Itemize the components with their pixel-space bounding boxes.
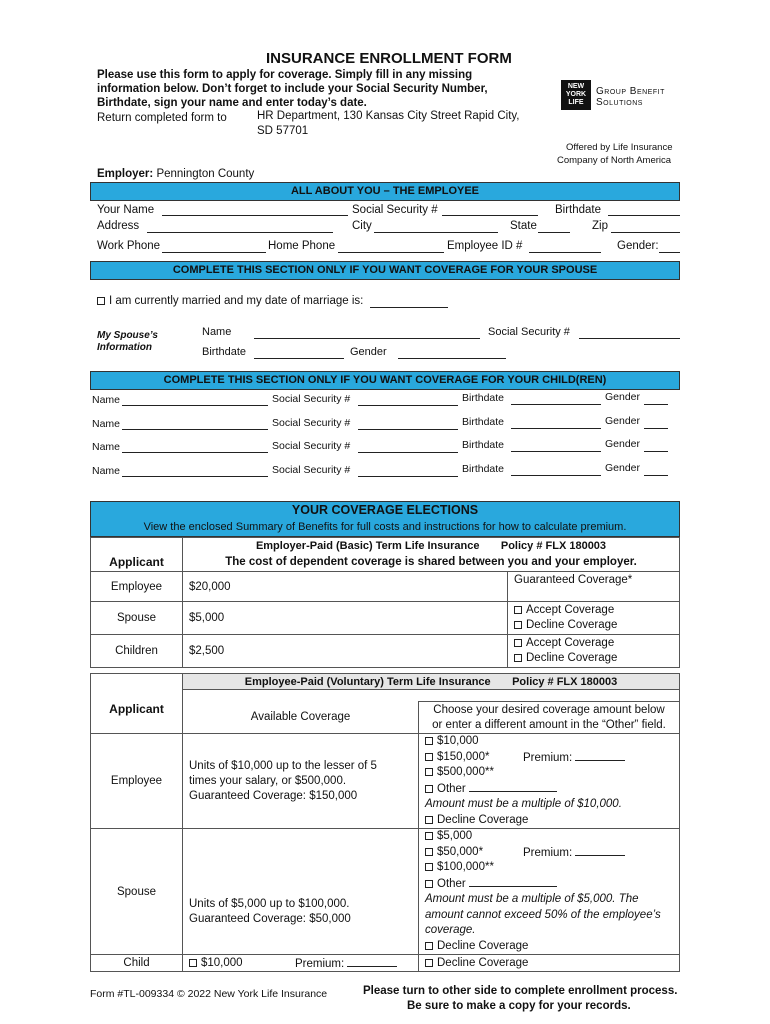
child-1-name-label: Name [92,394,121,406]
checkbox-icon[interactable] [189,959,197,967]
vol-emp-other[interactable] [425,781,673,798]
child-3-ssn-label: Social Security # [272,440,351,452]
vol-spouse-desc [183,829,419,955]
checkbox-icon[interactable] [425,832,433,840]
basic-policy: Policy # FLX 180003 [500,539,607,552]
footer-note-2: Be sure to make a copy for your records. [407,1000,631,1012]
child-4-name-label: Name [92,465,121,477]
voluntary-coverage-table [90,673,680,972]
child-1-name-field[interactable] [122,395,268,406]
accept-label: Accept Coverage [526,604,615,616]
vol-policy: Policy # FLX 180003 [512,675,618,688]
logo-mark: NEW YORK LIFE [565,83,587,106]
home-phone-label: Home Phone [268,240,336,252]
employee-gender-label: Gender: [617,240,659,252]
child-2-gender-label: Gender [605,415,641,427]
spouse-ssn-label: Social Security # [488,326,570,338]
checkbox-icon[interactable] [425,959,433,967]
child-3-gender-field[interactable] [644,441,668,452]
option-label: $100,000** [437,861,494,873]
checkbox-icon[interactable] [425,942,433,950]
form-number: Form #TL-009334 © 2022 New York Life Insurance [90,988,328,1000]
offered-by-1: Offered by Life Insurance [566,142,673,153]
state-field[interactable] [538,222,570,233]
decline-label: Decline Coverage [437,957,529,969]
checkbox-icon[interactable] [514,654,522,662]
intro-line-3: Birthdate, sign your name and enter today’s date. [97,97,367,109]
option-label: $500,000** [437,766,494,778]
basic-applicant-header: Applicant [91,554,183,572]
married-checkbox[interactable] [97,297,105,305]
child-3-name-label: Name [92,441,121,453]
vol-child-decline[interactable] [419,955,680,972]
child-1-gender-label: Gender [605,391,641,403]
checkbox-icon[interactable] [514,606,522,614]
checkbox-icon[interactable] [425,785,433,793]
child-4-name-field[interactable] [122,466,268,477]
vol-emp-opt-1[interactable] [425,734,673,750]
spouse-info-label-1: My Spouse’s [97,330,158,341]
premium-label: Premium: [523,752,573,764]
decline-label: Decline Coverage [526,619,618,631]
marriage-date-field[interactable] [370,297,448,308]
intro-line-2: information below. Don’t forget to include your Social Security Number, [97,83,488,95]
child-3-ssn-field[interactable] [358,442,458,453]
married-checkbox-row[interactable] [97,295,363,307]
other-label: Other [437,877,466,890]
child-4-gender-label: Gender [605,462,641,474]
your-name-label: Your Name [97,204,155,216]
zip-label: Zip [592,220,608,232]
basic-coverage-table [90,537,680,668]
vol-sp-other[interactable] [425,876,673,893]
child-1-birthdate-label: Birthdate [462,392,505,404]
logo-line-2: Solutions [596,97,643,108]
elections-title: YOUR COVERAGE ELECTIONS [291,503,479,517]
basic-guaranteed-label: Guaranteed Coverage* [508,572,680,602]
child-2-birthdate-label: Birthdate [462,416,505,428]
basic-note: The cost of dependent coverage is shared between you and your employer. [183,554,680,572]
checkbox-icon[interactable] [425,848,433,856]
vol-spacer [183,690,680,702]
child-2-ssn-label: Social Security # [272,417,351,429]
basic-children-amount: $2,500 [183,635,508,668]
vol-spouse-desc-1: Units of $5,000 up to $100,000. [189,897,350,910]
employee-gender-field[interactable] [659,242,680,253]
basic-children-label: Children [91,635,183,668]
basic-children-decline[interactable] [514,651,673,666]
child-4-birthdate-field[interactable] [511,465,601,476]
employee-id-label: Employee ID # [447,240,523,252]
vol-child-opt[interactable] [189,957,243,969]
vol-sp-opt-3[interactable] [425,860,673,876]
spouse-section-header: COMPLETE THIS SECTION ONLY IF YOU WANT COVERAGE FOR YOUR SPOUSE [90,261,680,280]
checkbox-icon[interactable] [514,621,522,629]
vol-choose-line-2: or enter a different amount in the “Other” field. [432,718,666,731]
intro-line-1: Please use this form to apply for coverage. Simply fill in any missing [97,69,473,81]
spouse-info-label-2: Information [97,342,152,353]
return-address-2: SD 57701 [257,125,309,137]
vol-choose-header [419,702,680,734]
vol-available-header: Available Coverage [183,702,419,734]
option-label: $10,000 [437,735,479,747]
employee-ssn-label: Social Security # [352,204,438,216]
employee-birthdate-field[interactable] [608,205,680,216]
spouse-gender-field[interactable] [398,348,506,359]
basic-children-options [508,635,680,668]
option-label: $150,000* [437,750,490,763]
vol-child-option-cell [183,955,419,972]
child-1-gender-field[interactable] [644,394,668,405]
vol-emp-decline[interactable] [425,813,673,829]
employee-birthdate-label: Birthdate [555,204,602,216]
decline-label: Decline Coverage [437,939,529,952]
work-phone-field[interactable] [162,242,266,253]
vol-empty-cell [91,674,183,690]
checkbox-icon[interactable] [514,639,522,647]
vol-sp-note-2: amount cannot exceed 50% of the employee’s [425,908,661,921]
vol-employee-desc-1: Units of $10,000 up to the lesser of 5 [189,759,377,772]
spouse-name-label: Name [202,326,232,338]
vol-spouse-desc-2: Guaranteed Coverage: $50,000 [189,912,351,925]
elections-subtitle: View the enclosed Summary of Benefits for full costs and instructions for how to calculate premium. [143,521,627,533]
checkbox-icon[interactable] [425,816,433,824]
basic-spouse-amount: $5,000 [183,602,508,635]
child-2-name-field[interactable] [122,419,268,430]
vol-emp-note: Amount must be a multiple of $10,000. [425,798,622,810]
basic-employee-amount: $20,000 [183,572,508,602]
logo-line-1: Group Benefit [596,86,665,97]
decline-label: Decline Coverage [437,813,529,826]
vol-spouse-options [419,829,680,955]
spouse-name-field[interactable] [254,328,480,339]
address-label: Address [97,220,140,232]
child-3-birthdate-label: Birthdate [462,439,505,451]
child-4-birthdate-label: Birthdate [462,463,505,475]
employer-label: Employer: [97,168,154,180]
employer [97,168,254,180]
page-title: INSURANCE ENROLLMENT FORM [266,50,512,67]
checkbox-icon[interactable] [425,737,433,745]
basic-empty-cell [91,538,183,554]
return-label: Return completed form to [97,112,227,124]
other-label: Other [437,782,466,795]
children-rows [0,390,770,485]
basic-children-accept[interactable] [514,636,673,651]
vol-employee-options [419,734,680,829]
employee-ssn-field[interactable] [442,205,538,216]
vol-employee-desc [183,734,419,829]
premium-field[interactable] [575,750,625,761]
vol-title: Employee-Paid (Voluntary) Term Life Insurance [244,675,491,688]
employer-value: Pennington County [156,168,255,180]
spouse-birthdate-label: Birthdate [202,346,247,358]
child-4-ssn-label: Social Security # [272,464,351,476]
accept-label: Accept Coverage [526,637,615,649]
premium-field[interactable] [347,956,397,967]
married-label: I am currently married and my date of marriage is: [109,295,364,307]
child-4-ssn-field[interactable] [358,466,458,477]
vol-choose-line-1: Choose your desired coverage amount below [433,703,665,716]
child-3-birthdate-field[interactable] [511,441,601,452]
option-label: $50,000* [437,845,484,858]
basic-employee-label: Employee [91,572,183,602]
child-1-ssn-field[interactable] [358,395,458,406]
checkbox-icon[interactable] [425,880,433,888]
vol-sp-note-3: coverage. [425,924,476,936]
your-name-field[interactable] [162,205,348,216]
premium-label: Premium: [523,847,573,859]
child-1-ssn-label: Social Security # [272,393,351,405]
other-amount-field[interactable] [469,876,557,887]
work-phone-label: Work Phone [97,240,161,252]
footer-note-1: Please turn to other side to complete enrollment process. [363,985,678,997]
spouse-birthdate-field[interactable] [254,348,344,359]
child-2-gender-field[interactable] [644,418,668,429]
vol-sp-premium [523,845,625,862]
vol-emp-premium [523,750,625,767]
child-3-name-field[interactable] [122,442,268,453]
premium-field[interactable] [575,845,625,856]
spouse-ssn-field[interactable] [579,328,680,339]
vol-sp-opt-1[interactable] [425,829,673,845]
employee-section-header: ALL ABOUT YOU – THE EMPLOYEE [90,182,680,201]
child-1-birthdate-field[interactable] [511,394,601,405]
child-2-name-label: Name [92,418,121,430]
basic-title: Employer-Paid (Basic) Term Life Insurance [255,539,480,552]
basic-spouse-label: Spouse [91,602,183,635]
option-label: $5,000 [437,830,473,842]
elections-header [90,501,680,537]
option-label: $10,000 [201,957,243,969]
address-field[interactable] [147,222,333,233]
vol-employee-desc-3: Guaranteed Coverage: $150,000 [189,789,358,802]
offered-by-2: Company of North America [557,155,672,166]
checkbox-icon[interactable] [425,863,433,871]
home-phone-field[interactable] [338,242,444,253]
basic-spouse-accept[interactable] [514,603,673,618]
checkbox-icon[interactable] [425,753,433,761]
state-label: State [510,220,537,232]
child-2-ssn-field[interactable] [358,419,458,430]
vol-employee-desc-2: times your salary, or $500,000. [189,774,347,787]
vol-spouse-label: Spouse [91,829,183,955]
vol-employee-label: Employee [91,734,183,829]
basic-title-cell [183,538,680,554]
vol-title-cell [183,674,680,690]
child-3-gender-label: Gender [605,438,641,450]
child-2-birthdate-field[interactable] [511,418,601,429]
spouse-gender-label: Gender [350,346,387,358]
checkbox-icon[interactable] [425,768,433,776]
city-label: City [352,220,372,232]
other-amount-field[interactable] [469,781,557,792]
employee-id-field[interactable] [529,242,601,253]
basic-spouse-decline[interactable] [514,618,673,633]
vol-emp-opt-3[interactable] [425,765,673,781]
vol-sp-note-1: Amount must be a multiple of $5,000. The [425,893,639,905]
premium-label: Premium: [295,958,345,970]
return-address-1: HR Department, 130 Kansas City Street Rapid City, [257,110,520,122]
decline-label: Decline Coverage [526,652,618,664]
zip-field[interactable] [611,222,680,233]
city-field[interactable] [374,222,498,233]
vol-applicant-header: Applicant [91,690,183,734]
vol-child-premium [295,956,397,970]
basic-spouse-options [508,602,680,635]
vol-sp-decline[interactable] [425,939,673,955]
child-4-gender-field[interactable] [644,465,668,476]
nyl-logo [561,80,591,110]
vol-child-label: Child [91,955,183,972]
children-section-header: COMPLETE THIS SECTION ONLY IF YOU WANT COVERAGE FOR YOUR CHILD(REN) [90,371,680,390]
